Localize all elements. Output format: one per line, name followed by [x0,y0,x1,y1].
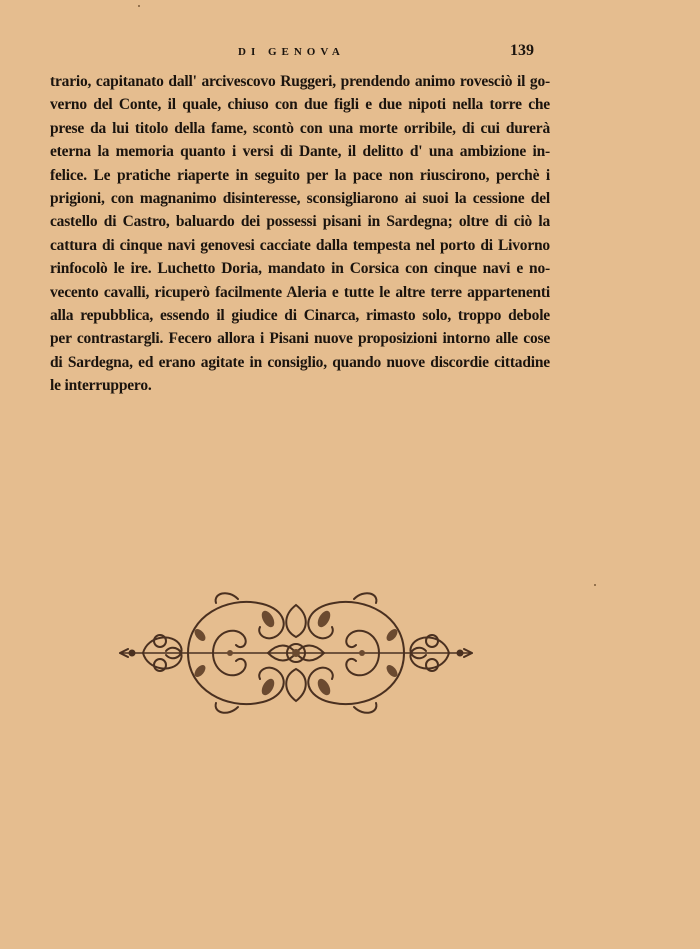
text-line: prigioni, con magnanimo disinteresse, sconsigliarono ai suoi la cessione del [50,189,550,207]
text-line: di Sardegna, ed erano agitate in consiglio, quando nuove discordie cittadine [50,353,550,371]
text-line: rinfocolò le ire. Luchetto Doria, mandato in Corsica con cinque navi e no- [50,260,550,278]
paper-speck [594,584,596,586]
page-header [0,42,700,62]
page-number: 139 [510,42,534,59]
text-line: per contrastargli. Fecero allora i Pisani nuove proposizioni intorno alle cose [50,330,550,348]
text-line: prese da lui titolo della fame, scontò con una morte orribile, di cui durerà [50,119,550,137]
text-line: trario, capitanato dall' arcivescovo Ruggeri, prendendo animo rovesciò il go- [50,73,550,90]
text-line: castello di Castro, baluardo dei possessi pisani in Sardegna; oltre di ciò la [50,213,550,231]
paper-speck [138,5,140,7]
text-line: cattura di cinque navi genovesi cacciate dalla tempesta nel porto di Livorno [50,236,550,254]
running-title: DI GENOVA [238,46,345,58]
text-line: alla repubblica, essendo il giudice di Cinarca, rimasto solo, troppo debole [50,306,550,324]
text-line: verno del Conte, il quale, chiuso con due figli e due nipoti nella torre che [50,96,550,114]
floral-scroll-ornament-icon [118,585,474,720]
text-line: felice. Le pratiche riaperte in seguito per la pace non riuscirono, perchè i [50,166,550,184]
text-line: vecento cavalli, ricuperò facilmente Aleria e tutte le altre terre appartenenti [50,283,550,301]
text-line: eterna la memoria quanto i versi di Dante, il delitto d' una ambizione in- [50,143,550,161]
body-text [50,70,550,397]
text-line: le interruppero. [50,377,152,395]
